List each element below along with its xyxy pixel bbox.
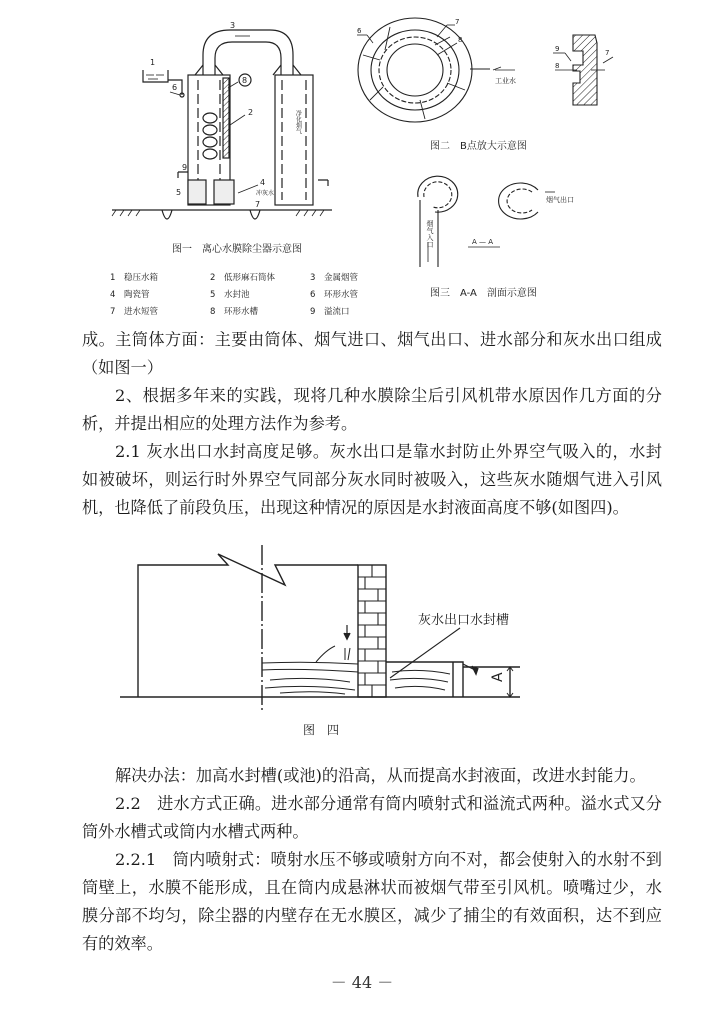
paragraph-section-2-1: 2.1 灰水出口水封高度足够。灰水出口是靠水封防止外界空气吸入的，水封如被破坏，则运行时外界空气同部分灰水同时被吸入，这些灰水随烟气进入引风机，也降低了前段负压，出现这种情况的原因是水封液面高度不够(如图四)。 bbox=[82, 442, 662, 517]
fig2-water-label: 工业水 bbox=[495, 77, 516, 85]
legend-item: 6 环形水管 bbox=[310, 289, 359, 300]
fig1-callout-5: 5 bbox=[176, 188, 182, 197]
page-number: － 44 － bbox=[330, 973, 394, 992]
fig1-callout-6: 6 bbox=[172, 83, 178, 92]
figure-3-diagram bbox=[400, 172, 580, 272]
fig1-ash-water-label: 冲灰水 bbox=[256, 190, 275, 197]
legend-item: 1 稳压水箱 bbox=[110, 272, 159, 283]
figure-4-caption: 图 四 bbox=[303, 723, 340, 737]
fig1-callout-1: 1 bbox=[150, 58, 156, 67]
legend-item: 2 低形麻石筒体 bbox=[210, 272, 276, 283]
fig2-label-8b: 8 bbox=[555, 62, 560, 70]
legend-item: 5 水封池 bbox=[210, 289, 250, 300]
figure-4-diagram bbox=[120, 540, 530, 710]
figure-3-caption: 图三 A-A 剖面示意图 bbox=[430, 288, 537, 299]
fig2-label-7: 7 bbox=[455, 18, 460, 26]
fig3-gas-inlet-label: 烟气入口 bbox=[426, 220, 434, 248]
paragraph-section-2-2-1: 2.2.1 筒内喷射式：喷射水压不够或喷射方向不对，都会使射入的水射不到筒壁上，水膜不能形成，且在筒内成悬淋状而被烟气带至引风机。喷嘴过少，水膜分部不均匀，除尘器的内壁存在无水膜区，减少了捕尘的有效面积，达不到应有的效率。 bbox=[82, 850, 662, 953]
fig2-label-7b: 7 bbox=[605, 49, 610, 57]
fig2-label-9: 9 bbox=[555, 45, 560, 53]
paragraph-section-2-2: 2.2 进水方式正确。进水部分通常有筒内喷射式和溢流式两种。溢水式又分筒外水槽式或筒内水槽式两种。 bbox=[82, 794, 662, 841]
paragraph-solution: 解决办法：加高水封槽(或池)的沿高，从而提高水封液面，改进水封能力。 bbox=[115, 766, 646, 785]
figure-1-diagram bbox=[110, 10, 340, 230]
fig4-dimension-label: A bbox=[490, 672, 506, 682]
paragraph-main-body: 成。主筒体方面：主要由筒体、烟气进口、烟气出口、进水部分和灰水出口组成（如图一） bbox=[82, 330, 662, 377]
fig1-callout-8: 8 bbox=[242, 76, 248, 85]
fig1-callout-3: 3 bbox=[230, 21, 236, 30]
legend-item: 3 金属烟管 bbox=[310, 272, 359, 283]
legend-item: 8 环形水槽 bbox=[210, 306, 259, 317]
paragraph-solution-block bbox=[82, 762, 662, 958]
fig1-callout-9: 9 bbox=[182, 163, 188, 172]
fig1-callout-2: 2 bbox=[248, 108, 254, 117]
legend-item: 4 陶瓷管 bbox=[110, 289, 150, 300]
figure-1-legend bbox=[110, 268, 410, 319]
legend-item: 9 溢流口 bbox=[310, 306, 350, 317]
fig1-clean-gas-label: 净化烟气 bbox=[294, 110, 302, 134]
fig3-gas-outlet-label: 烟气出口 bbox=[546, 196, 574, 204]
fig2-label-6: 6 bbox=[357, 27, 362, 35]
figure-2-diagram bbox=[355, 15, 615, 125]
fig1-callout-4: 4 bbox=[260, 178, 266, 187]
legend-item: 7 进水短管 bbox=[110, 306, 159, 317]
figure-2-caption: 图二 B点放大示意图 bbox=[430, 141, 527, 152]
paragraph-section-2: 2、根据多年来的实践，现将几种水膜除尘后引风机带水原因作几方面的分析，并提出相应的处理方法作为参考。 bbox=[82, 386, 662, 433]
fig4-seal-trough-label: 灰水出口水封槽 bbox=[418, 613, 510, 628]
fig1-callout-7: 7 bbox=[255, 200, 261, 209]
fig2-label-8: 8 bbox=[458, 36, 463, 44]
figure-1-caption: 图一 离心水膜除尘器示意图 bbox=[172, 244, 302, 255]
fig3-section-mark: A — A bbox=[472, 238, 494, 246]
paragraph-intro bbox=[82, 326, 662, 522]
